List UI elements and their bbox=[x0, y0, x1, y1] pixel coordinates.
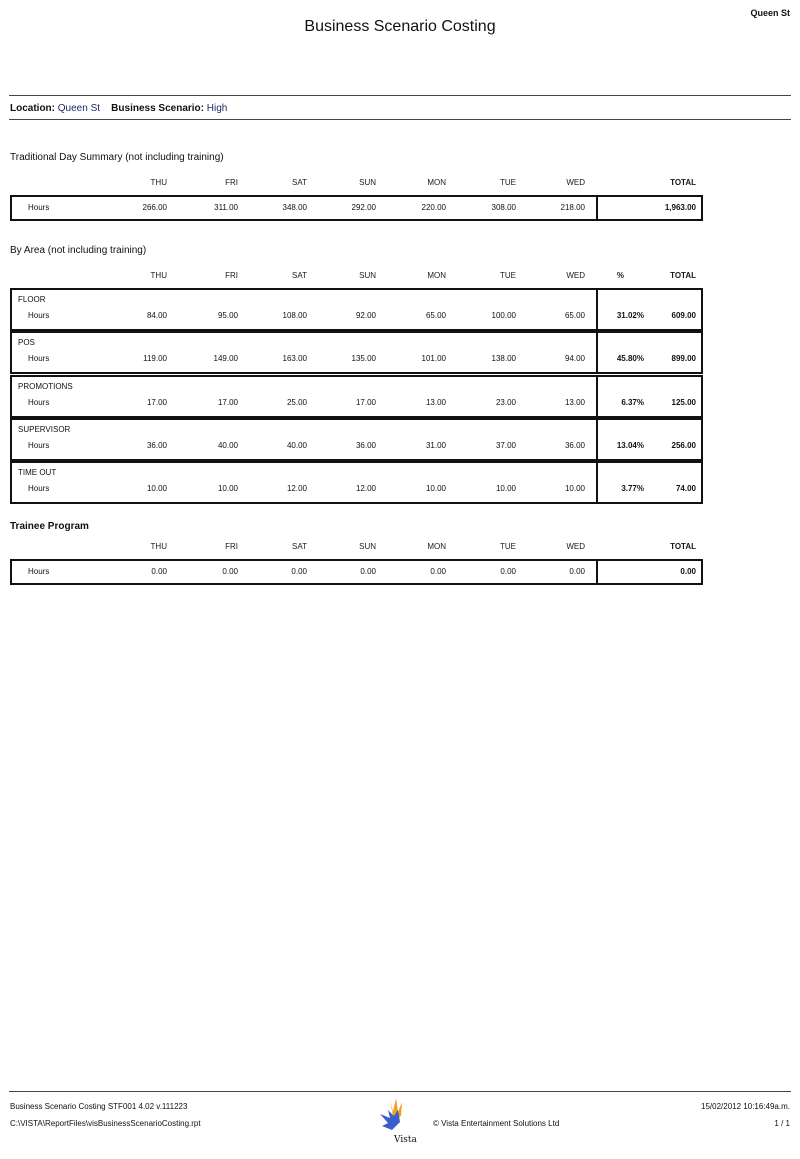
column-divider bbox=[596, 290, 598, 329]
total-value: 899.00 bbox=[671, 354, 696, 363]
filter-bar bbox=[10, 103, 227, 114]
vista-hand-icon bbox=[376, 1096, 417, 1146]
day-value: 0.00 bbox=[151, 567, 167, 576]
footer-page-number: 1 / 1 bbox=[774, 1119, 790, 1128]
column-header-day: SAT bbox=[292, 271, 307, 280]
day-value: 13.00 bbox=[564, 398, 585, 407]
total-value: 0.00 bbox=[680, 567, 696, 576]
pct-value: 13.04% bbox=[616, 441, 644, 450]
day-value: 10.00 bbox=[146, 484, 167, 493]
column-header-day: THU bbox=[150, 271, 167, 280]
total-value: 256.00 bbox=[671, 441, 696, 450]
day-value: 100.00 bbox=[491, 311, 516, 320]
day-value: 36.00 bbox=[355, 441, 376, 450]
total-value: 125.00 bbox=[671, 398, 696, 407]
row-label: Hours bbox=[28, 311, 50, 320]
column-header-day: SUN bbox=[359, 178, 376, 187]
column-header-day: SUN bbox=[359, 271, 376, 280]
row-label: Hours bbox=[28, 398, 50, 407]
pct-value: 6.37% bbox=[621, 398, 644, 407]
area-table-row bbox=[10, 288, 703, 331]
day-value: 31.00 bbox=[425, 441, 446, 450]
day-value: 135.00 bbox=[351, 354, 376, 363]
logo-text: Vista bbox=[394, 1135, 417, 1145]
column-header-total: TOTAL bbox=[670, 178, 696, 187]
day-value: 40.00 bbox=[217, 441, 238, 450]
area-table-row bbox=[10, 375, 703, 418]
column-divider bbox=[596, 333, 598, 372]
day-value: 10.00 bbox=[425, 484, 446, 493]
header-location: Queen St bbox=[750, 8, 790, 18]
day-value: 17.00 bbox=[355, 398, 376, 407]
day-value: 17.00 bbox=[217, 398, 238, 407]
day-value: 0.00 bbox=[569, 567, 585, 576]
day-value: 348.00 bbox=[282, 203, 307, 212]
column-header-day: TUE bbox=[500, 178, 516, 187]
column-header-day: FRI bbox=[225, 542, 238, 551]
divider bbox=[9, 119, 791, 120]
area-name: POS bbox=[18, 338, 35, 347]
day-value: 95.00 bbox=[217, 311, 238, 320]
day-value: 65.00 bbox=[564, 311, 585, 320]
day-value: 119.00 bbox=[143, 354, 167, 363]
traditional-title: Traditional Day Summary (not including training) bbox=[10, 152, 224, 163]
column-divider bbox=[596, 377, 598, 416]
column-divider bbox=[596, 420, 598, 459]
day-value: 92.00 bbox=[355, 311, 376, 320]
column-header-day: MON bbox=[427, 178, 446, 187]
day-value: 23.00 bbox=[495, 398, 516, 407]
column-header-total: TOTAL bbox=[670, 271, 696, 280]
column-header-day: SUN bbox=[359, 542, 376, 551]
day-value: 36.00 bbox=[564, 441, 585, 450]
column-header-pct: % bbox=[616, 271, 624, 280]
day-value: 163.00 bbox=[282, 354, 307, 363]
day-value: 10.00 bbox=[495, 484, 516, 493]
day-value: 292.00 bbox=[351, 203, 376, 212]
footer-timestamp: 15/02/2012 10:16:49a.m. bbox=[701, 1102, 790, 1111]
column-header-day: MON bbox=[427, 542, 446, 551]
column-header-day: MON bbox=[427, 271, 446, 280]
trainee-title: Trainee Program bbox=[10, 521, 89, 532]
column-header-day: WED bbox=[566, 542, 585, 551]
footer-copyright: © Vista Entertainment Solutions Ltd bbox=[433, 1119, 560, 1128]
column-header-day: FRI bbox=[225, 178, 238, 187]
day-value: 101.00 bbox=[421, 354, 446, 363]
day-value: 220.00 bbox=[421, 203, 446, 212]
divider bbox=[9, 95, 791, 96]
day-value: 138.00 bbox=[491, 354, 516, 363]
footer-report-name: Business Scenario Costing STF001 4.02 v.111223 bbox=[10, 1102, 188, 1111]
column-divider bbox=[596, 197, 598, 219]
day-value: 13.00 bbox=[425, 398, 446, 407]
day-value: 36.00 bbox=[146, 441, 167, 450]
by-area-title: By Area (not including training) bbox=[10, 245, 147, 256]
day-value: 12.00 bbox=[355, 484, 376, 493]
column-divider bbox=[596, 561, 598, 583]
footer-file-path: C:\VISTA\ReportFiles\visBusinessScenarioCosting.rpt bbox=[10, 1119, 201, 1128]
day-value: 0.00 bbox=[500, 567, 516, 576]
pct-value: 45.80% bbox=[616, 354, 644, 363]
location-label: Location: bbox=[10, 103, 55, 114]
scenario-label: Business Scenario: bbox=[111, 103, 204, 114]
pct-value: 31.02% bbox=[616, 311, 644, 320]
report-title: Business Scenario Costing bbox=[304, 18, 496, 35]
day-value: 0.00 bbox=[360, 567, 376, 576]
column-header-day: SAT bbox=[292, 178, 307, 187]
day-value: 266.00 bbox=[142, 203, 167, 212]
day-value: 84.00 bbox=[146, 311, 167, 320]
day-value: 10.00 bbox=[217, 484, 238, 493]
column-header-day: WED bbox=[566, 271, 585, 280]
column-header-day: SAT bbox=[292, 542, 307, 551]
day-value: 0.00 bbox=[291, 567, 307, 576]
day-value: 65.00 bbox=[425, 311, 446, 320]
day-value: 40.00 bbox=[286, 441, 307, 450]
day-value: 37.00 bbox=[495, 441, 516, 450]
pct-value: 3.77% bbox=[621, 484, 644, 493]
area-table-row bbox=[10, 461, 703, 504]
total-value: 609.00 bbox=[671, 311, 696, 320]
area-table-row bbox=[10, 418, 703, 461]
day-value: 308.00 bbox=[491, 203, 516, 212]
area-name: FLOOR bbox=[18, 295, 46, 304]
day-value: 149.00 bbox=[213, 354, 238, 363]
day-value: 0.00 bbox=[430, 567, 446, 576]
footer-divider bbox=[9, 1091, 791, 1092]
day-value: 25.00 bbox=[286, 398, 307, 407]
area-name: PROMOTIONS bbox=[18, 382, 73, 391]
column-header-day: THU bbox=[150, 542, 167, 551]
column-divider bbox=[596, 463, 598, 502]
column-header-day: TUE bbox=[500, 271, 516, 280]
day-value: 218.00 bbox=[560, 203, 585, 212]
row-label: Hours bbox=[28, 354, 50, 363]
day-value: 0.00 bbox=[222, 567, 238, 576]
area-name: TIME OUT bbox=[18, 468, 57, 477]
location-value: Queen St bbox=[57, 103, 101, 114]
row-label: Hours bbox=[28, 441, 50, 450]
day-value: 311.00 bbox=[214, 203, 238, 212]
scenario-value: High bbox=[206, 103, 228, 114]
day-value: 12.00 bbox=[286, 484, 307, 493]
column-header-day: FRI bbox=[225, 271, 238, 280]
column-header-total: TOTAL bbox=[670, 542, 696, 551]
day-value: 94.00 bbox=[564, 354, 585, 363]
day-value: 108.00 bbox=[282, 311, 307, 320]
area-table-row bbox=[10, 331, 703, 374]
row-label: Hours bbox=[28, 567, 50, 576]
day-value: 17.00 bbox=[146, 398, 167, 407]
row-label: Hours bbox=[28, 203, 50, 212]
area-name: SUPERVISOR bbox=[18, 425, 71, 434]
vista-logo bbox=[376, 1096, 417, 1146]
column-header-day: TUE bbox=[500, 542, 516, 551]
column-header-day: THU bbox=[150, 178, 167, 187]
total-value: 74.00 bbox=[675, 484, 696, 493]
total-value: 1,963.00 bbox=[664, 203, 696, 212]
day-value: 10.00 bbox=[564, 484, 585, 493]
row-label: Hours bbox=[28, 484, 50, 493]
column-header-day: WED bbox=[566, 178, 585, 187]
